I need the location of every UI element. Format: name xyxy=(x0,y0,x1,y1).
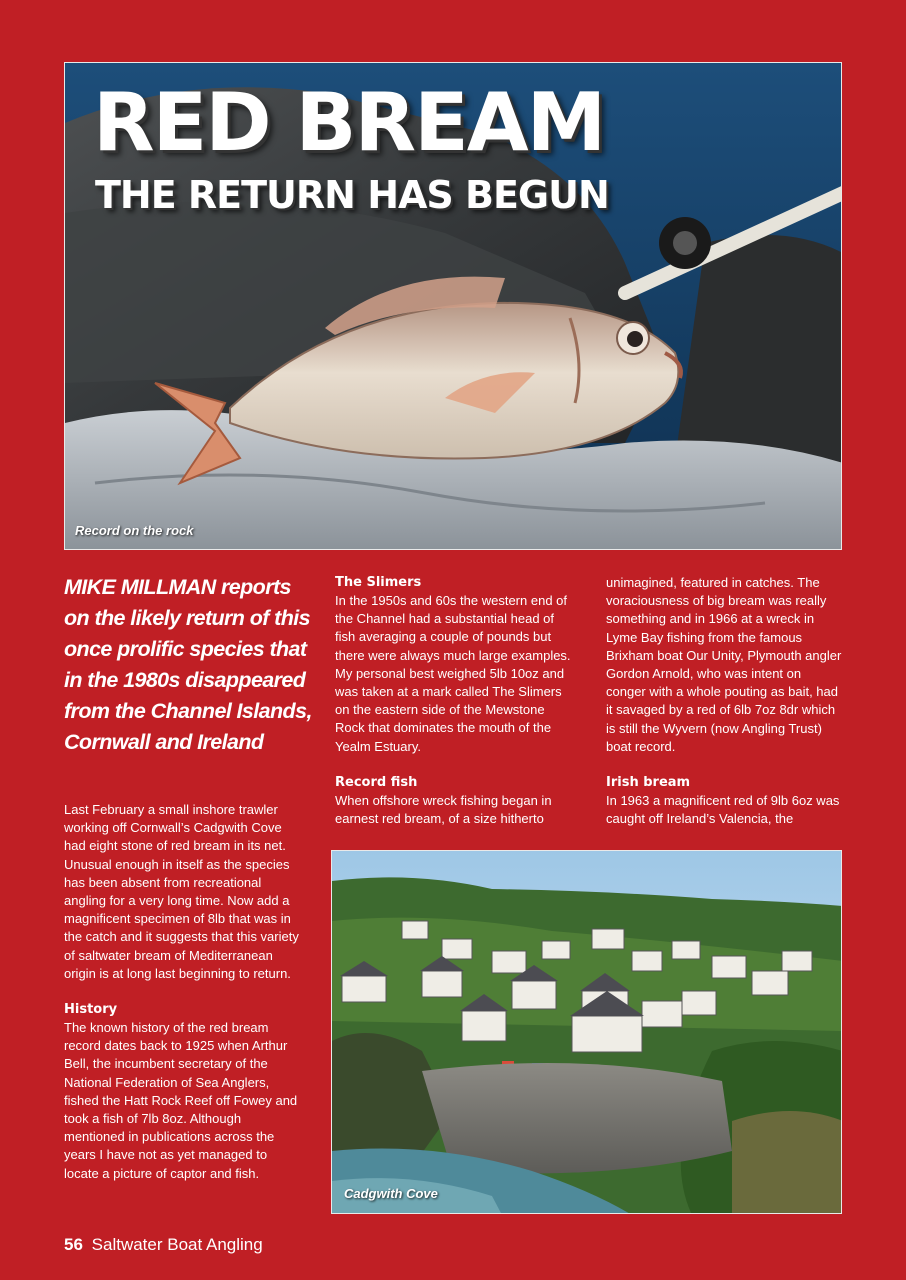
column-2 xyxy=(335,574,575,828)
history-paragraph: The known history of the red bream record dates back to 1925 when Arthur Bell, the incumbent secretary of the National Federation of Sea Anglers, fished the Hatt Rock Reef off Fowey and took a fish of 7lb 8oz. Although mentioned in publications across the years I have not as yet managed to locate a picture of captor and fish. xyxy=(64,1020,298,1181)
standfirst: MIKE MILLMAN reports on the likely return of this once prolific species that in the 1980s disappeared from the Channel Islands, Cornwall and Ireland xyxy=(64,575,312,754)
cadgwith-cove-photo xyxy=(332,851,842,1214)
irish-bream-heading: Irish bream xyxy=(606,775,691,791)
magazine-name: Saltwater Boat Angling xyxy=(91,1235,263,1254)
column-3 xyxy=(606,574,842,828)
hero-caption: Record on the rock xyxy=(75,523,194,538)
record-fish-paragraph: When offshore wreck fishing began in earnest red bream, of a size hitherto xyxy=(335,792,552,827)
continued-paragraph: unimagined, featured in catches. The voraciousness of big bream was really something and in 1966 at a wreck in Lyme Bay fishing from the famous Brixham boat Our Unity, Plymouth angler Gordon Arnold, who was intent on conger with a whole pouting as bait, had it savaged by a red of 6lb 7oz 8dr which is still the Wyvern (now Angling Trust) boat record. xyxy=(606,575,842,754)
slimers-heading: The Slimers xyxy=(335,575,422,590)
intro-paragraph: Last February a small inshore trawler working off Cornwall’s Cadgwith Cove had eight stone of red bream in its net. Unusual enough in itself as the species has been absent from recreational angling for a very long time. Now add a magnificent specimen of 8lb that was in the catch and it suggests that this variety of saltwater bream of Mediterranean origin is at long last beginning to return. xyxy=(64,802,299,981)
cove-caption: Cadgwith Cove xyxy=(344,1186,438,1201)
headline-title: RED BREAM xyxy=(93,76,605,169)
irish-bream-paragraph: In 1963 a magnificent red of 9lb 6oz was caught off Ireland’s Valencia, the xyxy=(606,793,840,827)
hero-photo xyxy=(64,62,842,550)
headline-subtitle: THE RETURN HAS BEGUN xyxy=(95,173,609,217)
record-fish-heading: Record fish xyxy=(335,774,418,790)
history-heading: History xyxy=(64,1002,118,1018)
column-1 xyxy=(64,801,304,1183)
slimers-paragraph: In the 1950s and 60s the western end of the Channel had a substantial head of fish averaging a couple of pounds but there were always much large examples. My personal best weighed 5lb 10oz and was taken at a mark called The Slimers on the eastern side of the Mewstone Rock that dominates the mouth of the Yealm Estuary. xyxy=(335,593,571,754)
page-footer xyxy=(64,1235,263,1255)
page-number: 56 xyxy=(64,1235,83,1254)
cove-photo xyxy=(331,850,842,1214)
